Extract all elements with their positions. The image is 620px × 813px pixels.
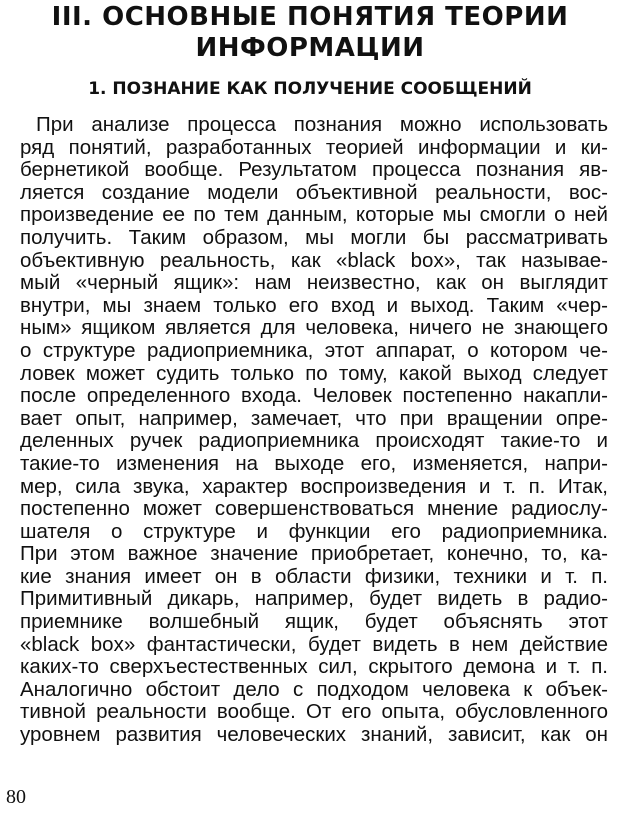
body-line: о структуре радиоприемника, этот аппарат, о котором че- — [20, 339, 608, 362]
body-line: внутри, мы знаем только его вход и выход. Таким «чер- — [20, 294, 608, 317]
body-line: приемнике волшебный ящик, будет объяснять этот — [20, 611, 608, 634]
body-line: после определенного входа. Человек постепенно накапли- — [20, 385, 608, 408]
body-line: При этом важное значение приобретает, конечно, то, ка- — [20, 543, 608, 566]
body-line: Примитивный дикарь, например, будет видеть в радио- — [20, 588, 608, 611]
body-line: тивной реальности вообще. От его опыта, обусловленного — [20, 701, 608, 724]
chapter-title-line-2: ИНФОРМАЦИИ — [195, 33, 425, 63]
body-line: Аналогично обстоит дело с подходом человека к объек- — [20, 678, 608, 701]
body-line: уровнем развития человеческих знаний, зависит, как он — [20, 724, 608, 747]
body-line: объективную реальность, как «black box», так называе- — [20, 249, 608, 272]
body-line: При анализе процесса познания можно использовать — [36, 114, 608, 136]
body-line: кие знания имеет он в области физики, техники и т. п. — [20, 565, 608, 588]
body-line: деленных ручек радиоприемника происходят такие-то и — [20, 430, 608, 453]
body-paragraph — [20, 114, 608, 747]
body-line: вает опыт, например, замечает, что при вращении опре- — [20, 407, 608, 430]
body-line: ляется создание модели объективной реальности, вос- — [20, 181, 608, 204]
body-line: ряд понятий, разработанных теорией информации и ки- — [20, 136, 608, 159]
body-line: ловек может судить только по тому, какой выход следует — [20, 362, 608, 385]
body-line: постепенно может совершенствоваться мнение радиослу- — [20, 498, 608, 521]
body-line: мер, сила звука, характер воспроизведения и т. п. Итак, — [20, 475, 608, 498]
body-line: ным» ящиком является для человека, ничего не знающего — [20, 317, 608, 340]
body-line: мый «черный ящик»: нам неизвестно, как он выглядит — [20, 272, 608, 295]
chapter-title-line-1: III. ОСНОВНЫЕ ПОНЯТИЯ ТЕОРИИ — [51, 2, 569, 32]
body-line: каких-то сверхъестественных сил, скрытого демона и т. п. — [20, 656, 608, 679]
body-line: «black box» фантастически, будет видеть в нем действие — [20, 633, 608, 656]
body-line: такие-то изменения на выходе его, изменяется, напри- — [20, 452, 608, 475]
section-title: 1. ПОЗНАНИЕ КАК ПОЛУЧЕНИЕ СООБЩЕНИЙ — [88, 79, 532, 99]
chapter-title — [0, 2, 620, 64]
body-line: получить. Таким образом, мы могли бы рассматривать — [20, 226, 608, 249]
page-number: 80 — [6, 786, 26, 808]
body-line: бернетикой вообще. Результатом процесса познания яв- — [20, 159, 608, 182]
body-line: шателя о структуре и функции его радиоприемника. — [20, 520, 608, 543]
body-line: произведение ее по тем данным, которые мы смогли о ней — [20, 204, 608, 227]
